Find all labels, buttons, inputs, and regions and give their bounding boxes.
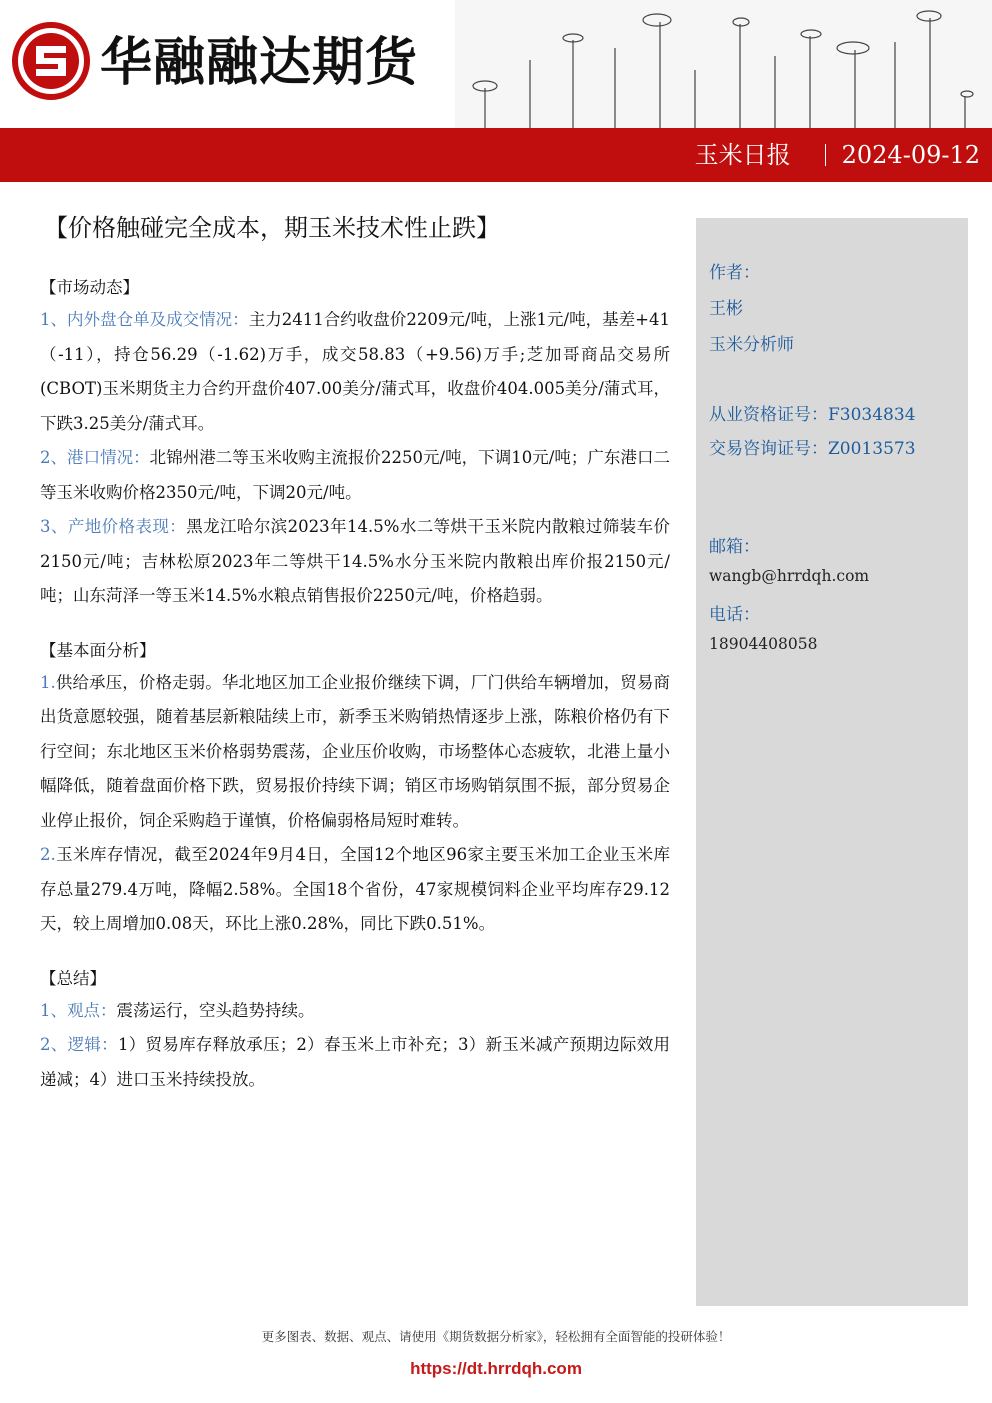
separator — [825, 144, 826, 166]
item-label: 2、逻辑： — [40, 1035, 118, 1054]
report-date: 2024-09-12 — [841, 141, 980, 169]
qualification — [709, 400, 916, 425]
author-label: 作者： — [709, 263, 760, 283]
item-text: 主力2411合约收盘价2209元/吨，上涨1元/吨，基差+41（-11），持仓56.29（-1.62)万手，成交58.83（+9.56)万手;芝加哥商品交易所(CBOT)玉米期货主力合约开盘价407.00美分/蒲式耳，收盘价404.005美分/蒲式耳，下跌3.25美分/蒲式耳。 — [40, 310, 671, 433]
item-text: 玉米库存情况，截至2024年9月4日，全国12个地区96家主要玉米加工企业玉米库存总量279.4万吨，降幅2.58%。全国18个省份，47家规模饲料企业平均库存29.12天，较上周增加0.08天，环比上涨0.28%，同比下跌0.51%。 — [40, 845, 670, 933]
item-text: 供给承压，价格走弱。华北地区加工企业报价继续下调，厂门供给车辆增加，贸易商出货意愿较强，随着基层新粮陆续上市，新季玉米购销热情逐步上涨，陈粮价格仍有下行空间；东北地区玉米价格弱势震荡，企业压价收购，市场整体心态疲软，北港上量小幅降低，随着盘面价格下跌，贸易报价持续下调；销区市场购销氛围不振，部分贸易企业停止报价，饲企采购趋于谨慎，价格偏弱格局短时难转。 — [40, 672, 670, 830]
item-label: 1、内外盘仓单及成交情况： — [40, 310, 249, 329]
item-label: 1. — [40, 672, 56, 692]
consulting — [709, 434, 916, 459]
item-label: 3、产地价格表现： — [40, 517, 187, 536]
author-name: 王彬 — [709, 299, 743, 319]
brand-name: 华融融达期货 — [100, 33, 419, 93]
footer-link[interactable]: https://dt.hrrdqh.com — [410, 1359, 582, 1378]
email-value: wangb@hrrdqh.com — [709, 567, 870, 585]
qualification-number: F3034834 — [828, 405, 916, 425]
phone-value: 18904408058 — [709, 635, 818, 653]
item-text: 黑龙江哈尔滨2023年14.5%水二等烘干玉米院内散粮过筛装车价2150元/吨；吉林松原2023年二等烘干14.5%水分玉米院内散粮出库价报2150元/吨；山东菏泽一等玉米14.5%水粮点销售报价2250元/吨，价格趋弱。 — [40, 517, 670, 605]
item-text: 震荡运行，空头趋势持续。 — [116, 1000, 315, 1020]
market-item — [40, 441, 670, 510]
item-text: 1）贸易库存释放承压；2）春玉米上市补充；3）新玉米减产预期边际效用递减；4）进口玉米持续投放。 — [40, 1035, 671, 1089]
summary-heading: 【总结】 — [40, 968, 106, 988]
huarong-rongda-logo-icon — [12, 22, 90, 100]
email-label: 邮箱： — [709, 537, 760, 557]
fundamental-heading: 【基本面分析】 — [40, 640, 156, 660]
consulting-label: 交易咨询证号： — [709, 439, 828, 459]
item-label: 2、港口情况： — [40, 448, 150, 467]
report-type: 玉米日报 — [694, 141, 791, 169]
market-heading: 【市场动态】 — [40, 278, 139, 297]
qualification-label: 从业资格证号： — [709, 405, 828, 425]
item-label: 2. — [40, 845, 56, 864]
report-title: 【价格触碰完全成本，期玉米技术性止跌】 — [44, 214, 500, 242]
main-content — [40, 205, 670, 1097]
report-info — [695, 128, 980, 182]
page-header — [0, 0, 992, 128]
market-item — [40, 510, 670, 614]
market-item — [40, 303, 670, 441]
phone-label: 电话： — [709, 605, 760, 625]
summary-item — [40, 1028, 670, 1097]
author-sidebar — [696, 218, 968, 1306]
fundamental-item — [40, 666, 670, 839]
author-title: 玉米分析师 — [709, 335, 794, 355]
item-text: 北锦州港二等玉米收购主流报价2250元/吨，下调10元/吨；广东港口二等玉米收购价格2350元/吨，下调20元/吨。 — [40, 448, 670, 502]
consulting-number: Z0013573 — [828, 439, 916, 459]
item-label: 1、观点： — [40, 1000, 117, 1020]
fundamental-item — [40, 838, 670, 942]
page-footer — [0, 1322, 992, 1386]
footer-note: 更多图表、数据、观点、请使用《期货数据分析家》，轻松拥有全面智能的投研体验！ — [261, 1329, 731, 1344]
dandelion-pattern-icon — [455, 0, 992, 128]
summary-item — [40, 994, 670, 1029]
